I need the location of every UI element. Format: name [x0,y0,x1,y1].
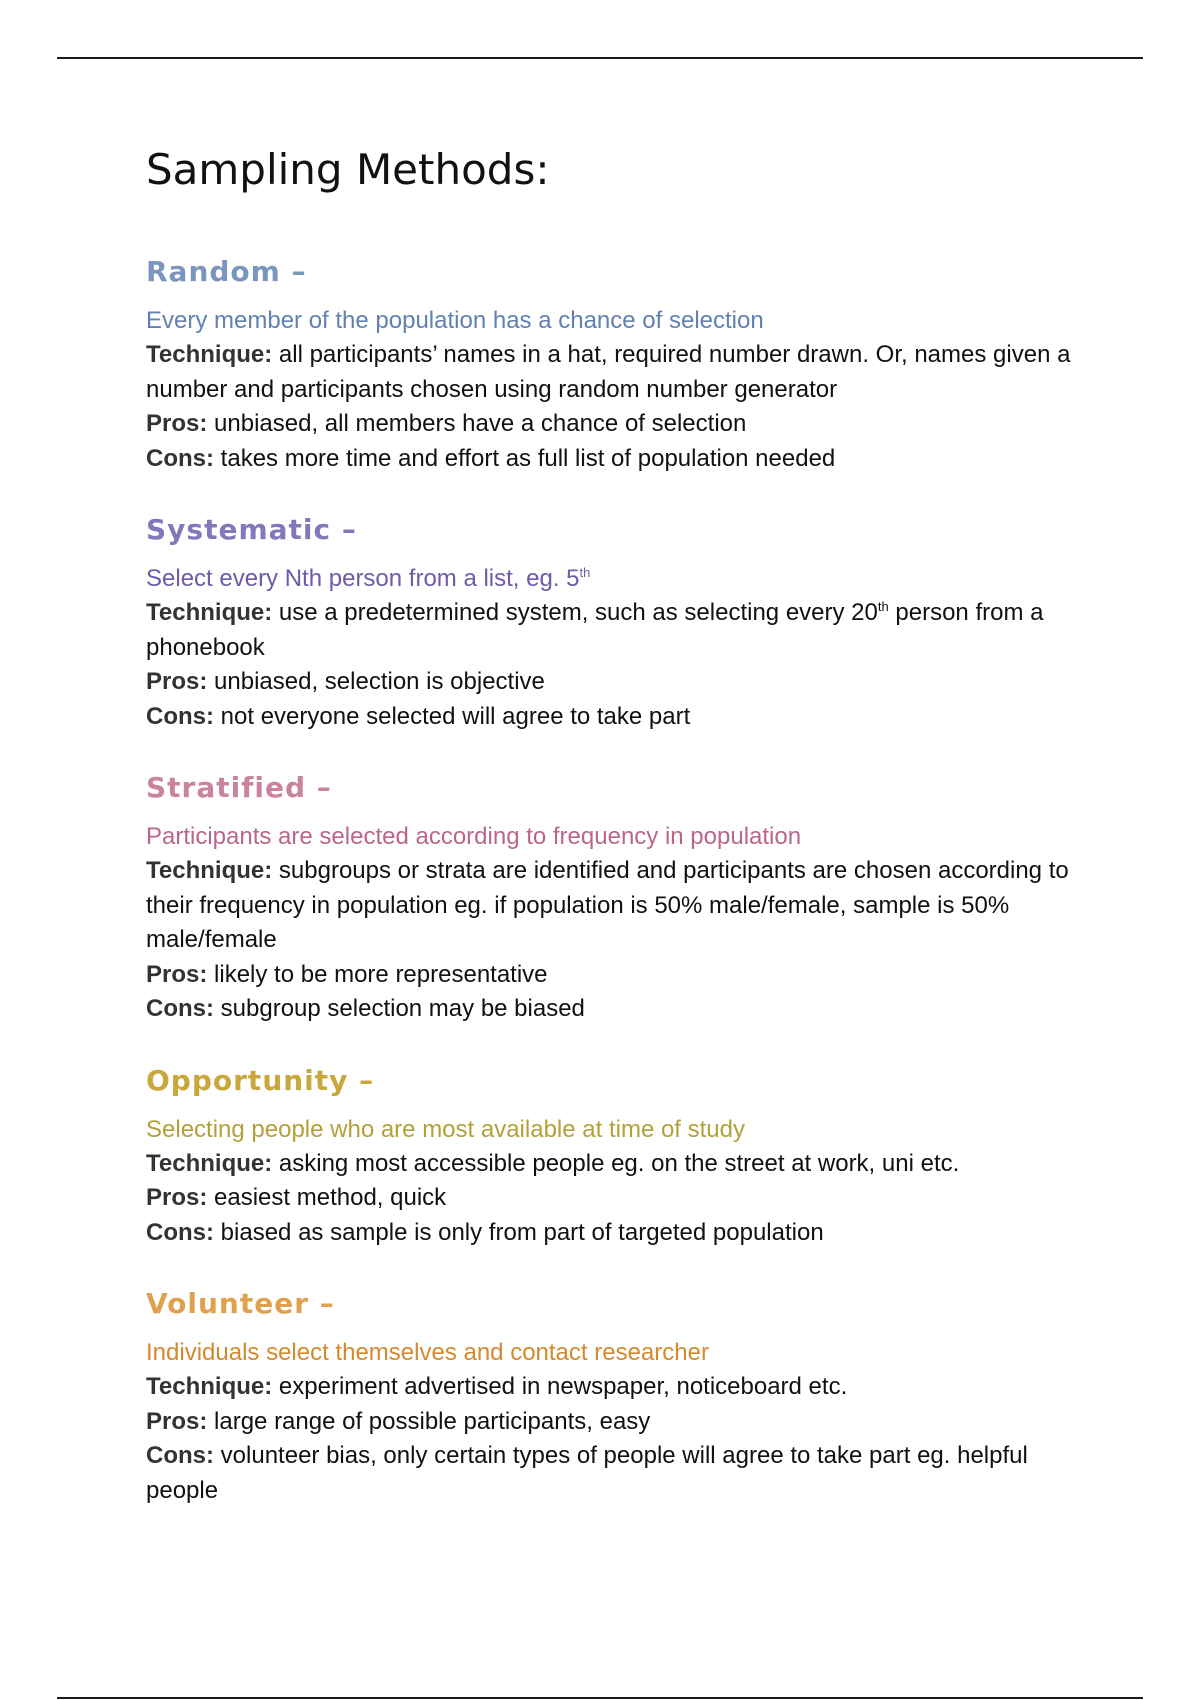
cons-label: Cons: [146,995,214,1022]
pros-text: unbiased, selection is objective [214,668,545,695]
cons-label: Cons: [146,1218,214,1246]
technique-text-start: use a predetermined system, such as selecting every 20 [278,599,878,626]
document-page [146,140,1086,1542]
page-title: Sampling Methods: [146,145,550,194]
section-systematic [146,510,1086,734]
cons-line [146,1216,1086,1251]
cons-text: subgroup selection may be biased [220,995,585,1022]
technique-label: Technique: [146,857,273,884]
technique-text: experiment advertised in newspaper, noticeboard etc. [278,1373,848,1400]
technique-text: all participants’ names in a hat, required number drawn. Or, names given a number and participants chosen using random number generator [146,341,1071,403]
technique-text [146,599,1043,661]
cons-line [146,442,1086,477]
cons-line [146,700,1086,735]
pros-text: easiest method, quick [214,1184,447,1211]
cons-text: volunteer bias, only certain types of people will agree to take part eg. helpful people [146,1442,1028,1504]
technique-label: Technique: [146,1149,273,1177]
section-opportunity [146,1061,1086,1251]
section-heading-opportunity: Opportunity – [146,1063,375,1097]
technique-label: Technique: [146,1373,273,1400]
pros-label: Pros: [146,410,208,437]
technique-text: asking most accessible people eg. on the street at work, uni etc. [278,1149,960,1177]
section-heading-volunteer: Volunteer – [146,1287,335,1320]
technique-text-end: person from a phonebook [146,599,1044,661]
pros-text: large range of possible participants, easy [214,1407,651,1435]
technique-label: Technique: [146,599,273,626]
pros-line [146,665,1086,700]
section-subtitle-stratified: Participants are selected according to frequency in population [146,823,802,850]
pros-line [146,407,1086,442]
section-stratified [146,768,1086,1027]
cons-label: Cons: [146,702,214,730]
section-subtitle-opportunity: Selecting people who are most available at time of study [146,1115,746,1143]
cons-text: biased as sample is only from part of targeted population [220,1218,824,1246]
pros-line [146,1405,1086,1440]
cons-text: takes more time and effort as full list of population needed [220,444,836,472]
bottom-rule [57,1697,1143,1699]
cons-text: not everyone selected will agree to take part [220,702,691,730]
cons-line [146,1439,1086,1508]
section-heading-random: Random – [146,255,307,288]
ordinal-suffix: th [877,599,889,614]
technique-label: Technique: [146,341,273,368]
subtitle-text: Select every Nth person from a list, eg. 5 [146,565,580,592]
cons-label: Cons: [146,1442,214,1469]
technique-line [146,338,1086,407]
technique-line [146,1370,1086,1405]
pros-line [146,1181,1086,1216]
section-subtitle-systematic [146,562,1086,596]
section-random [146,252,1086,476]
pros-label: Pros: [146,1184,208,1211]
ordinal-suffix: th [579,565,591,580]
pros-label: Pros: [146,1407,208,1435]
technique-line [146,1147,1086,1182]
pros-text: unbiased, all members have a chance of selection [214,410,747,437]
technique-line [146,854,1086,958]
section-subtitle-random: Every member of the population has a chance of selection [146,307,764,334]
section-heading-systematic: Systematic – [146,513,357,546]
cons-label: Cons: [146,444,214,472]
pros-text: likely to be more representative [214,960,548,988]
cons-line [146,992,1086,1027]
top-rule [57,57,1143,59]
section-subtitle-volunteer: Individuals select themselves and contact researcher [146,1339,709,1366]
technique-line [146,596,1086,665]
technique-text: subgroups or strata are identified and participants are chosen according to their frequency in population eg. if population is 50% male/female, sample is 50% male/female [146,857,1069,953]
section-volunteer [146,1284,1086,1508]
pros-line [146,958,1086,993]
pros-label: Pros: [146,960,208,988]
pros-label: Pros: [146,668,208,695]
section-heading-stratified: Stratified – [146,771,332,804]
